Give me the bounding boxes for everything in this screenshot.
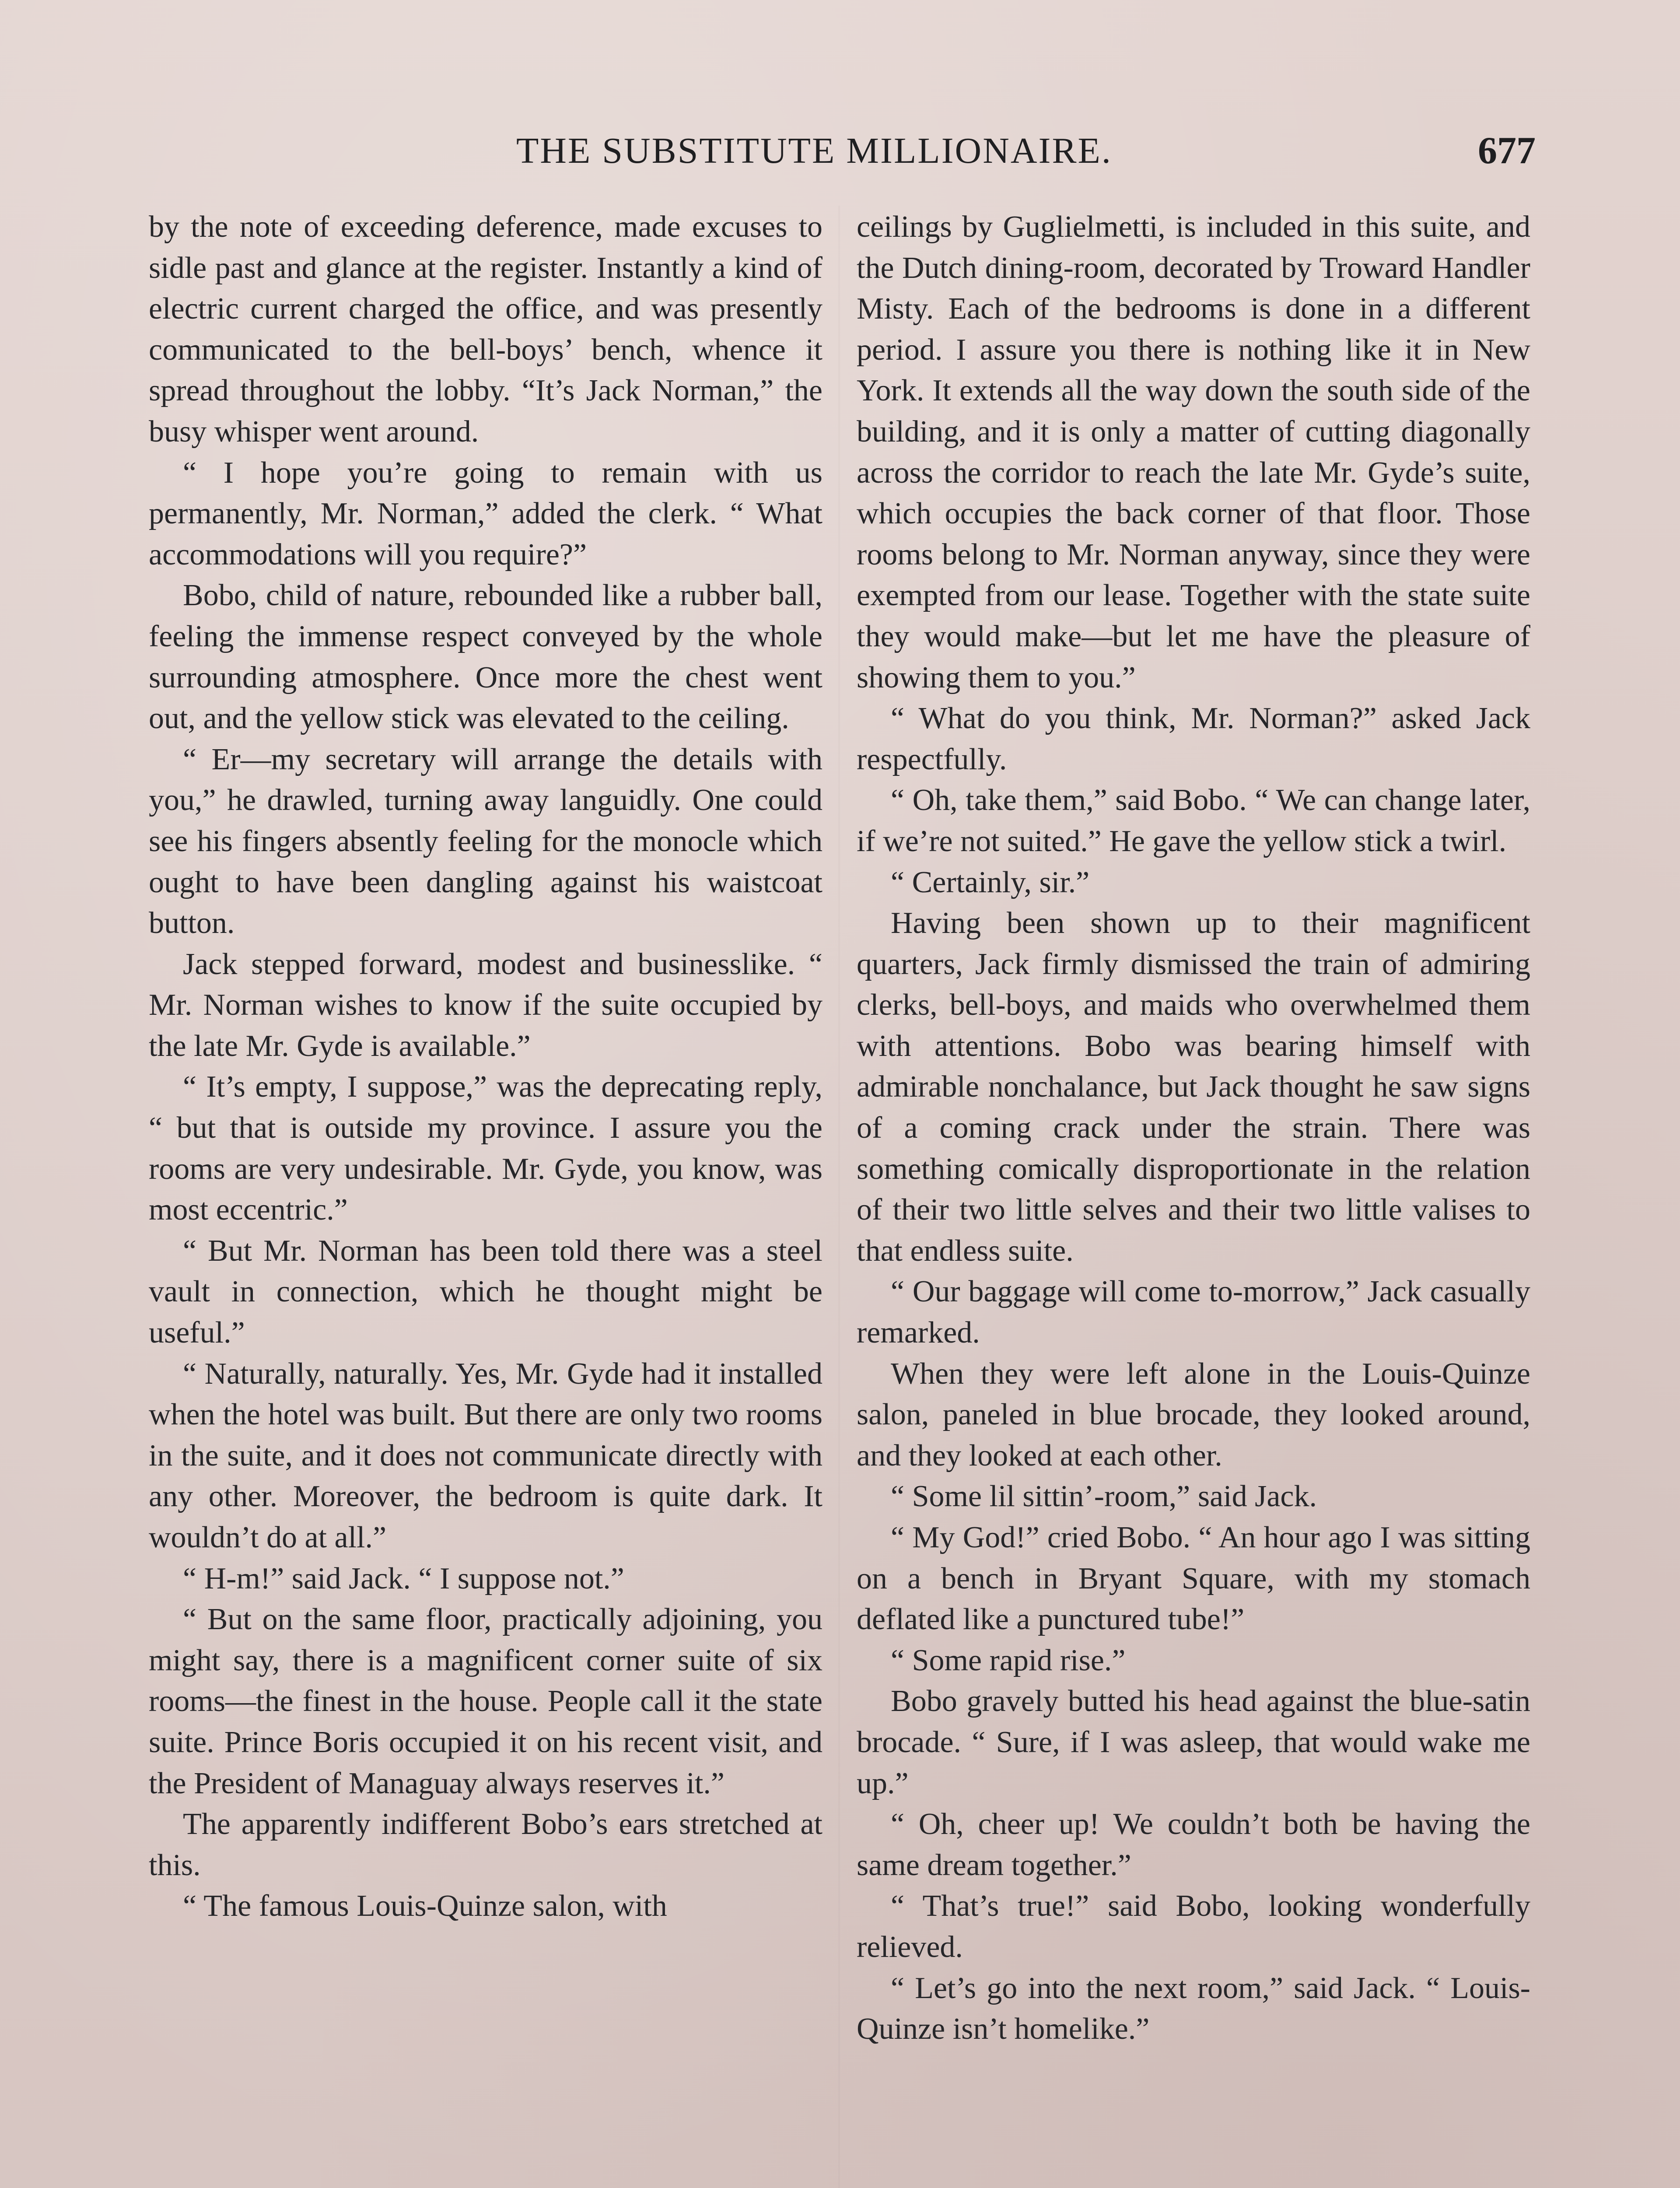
paragraph: The apparently indifferent Bobo’s ears stretched at this.	[149, 1807, 822, 1882]
paragraph: “ Some rapid rise.”	[891, 1643, 1126, 1677]
paragraph: Bobo gravely butted his head against the blue-satin brocade. “ Sure, if I was asleep, that would wake me up.”	[857, 1684, 1530, 1800]
paragraph: by the note of exceeding deference, made excuses to sidle past and glance at the register. Instantly a kind of electric current charged the office, and was presently communicated to the bell-boys’ bench, whence it spread throughout the lobby. “It’s Jack Norman,” the busy whisper went around.	[149, 210, 822, 449]
paragraph: “ Er—my secretary will arrange the details with you,” he drawled, turning away languidly. One could see his fingers absently feeling for the monocle which ought to have been dangling against his waistcoat button.	[149, 742, 822, 940]
paragraph: “ Oh, cheer up! We couldn’t both be having the same dream together.”	[857, 1807, 1530, 1882]
paragraph: When they were left alone in the Louis-Quinze salon, paneled in blue brocade, they looked around, and they looked at each other.	[857, 1357, 1530, 1473]
left-column	[149, 207, 822, 1927]
paragraph: “ But Mr. Norman has been told there was a steel vault in connection, which he thought might be useful.”	[149, 1234, 822, 1350]
paragraph: “ But on the same floor, practically adjoining, you might say, there is a magnificent corner suite of six rooms—the finest in the house. People call it the state suite. Prince Boris occupied it on his recent visit, and the President of Managuay always reserves it.”	[149, 1602, 822, 1800]
paragraph: “ Our baggage will come to-morrow,” Jack casually remarked.	[857, 1275, 1530, 1350]
paragraph: “ Let’s go into the next room,” said Jack. “ Louis-Quinze isn’t homelike.”	[857, 1971, 1530, 2046]
paragraph: “ Naturally, naturally. Yes, Mr. Gyde had it installed when the hotel was built. But there are only two rooms in the suite, and it does not communicate directly with any other. Moreover, the bedroom is quite dark. It wouldn’t do at all.”	[149, 1357, 822, 1554]
paragraph: “ H-m!” said Jack. “ I suppose not.”	[183, 1561, 624, 1595]
paragraph: “ Certainly, sir.”	[891, 865, 1090, 899]
paragraph: Jack stepped forward, modest and businesslike. “ Mr. Norman wishes to know if the suite occupied by the late Mr. Gyde is available.”	[149, 947, 822, 1063]
paragraph: “ My God!” cried Bobo. “ An hour ago I was sitting on a bench in Bryant Square, with my stomach deflated like a punctured tube!”	[857, 1521, 1530, 1637]
paragraph: “ The famous Louis-Quinze salon, with	[183, 1889, 667, 1923]
gutter-shadow	[838, 206, 840, 2188]
paragraph: “ Some lil sittin’-room,” said Jack.	[891, 1480, 1317, 1514]
page-number: 677	[1478, 130, 1536, 172]
paragraph: “ That’s true!” said Bobo, looking wonderfully relieved.	[857, 1889, 1530, 1964]
paragraph: ceilings by Guglielmetti, is included in this suite, and the Dutch dining-room, decorated by Troward Handler Misty. Each of the bedrooms is done in a different period. I assure you there is nothing like it in New York. It extends all the way down the south side of the building, and it is only a matter of cutting diagonally across the corridor to reach the late Mr. Gyde’s suite, which occupies the back corner of that floor. Those rooms belong to Mr. Norman anyway, since they were exempted from our lease. Together with the state suite they would make—but let me have the pleasure of showing them to you.”	[857, 210, 1530, 694]
right-column	[857, 207, 1530, 2050]
paragraph: “ What do you think, Mr. Norman?” asked Jack respectfully.	[857, 701, 1530, 776]
paragraph: “ It’s empty, I suppose,” was the deprecating reply, “ but that is outside my province. I assure you the rooms are very undesirable. Mr. Gyde, you know, was most eccentric.”	[149, 1070, 822, 1227]
paragraph: Bobo, child of nature, rebounded like a rubber ball, feeling the immense respect conveyed by the whole surrounding atmosphere. Once more the chest went out, and the yellow stick was elevated to the ceiling.	[149, 579, 822, 736]
running-title: THE SUBSTITUTE MILLIONAIRE.	[516, 130, 1112, 171]
paragraph: “ Oh, take them,” said Bobo. “ We can change later, if we’re not suited.” He gave the yellow stick a twirl.	[857, 783, 1530, 858]
paragraph: Having been shown up to their magnificent quarters, Jack firmly dismissed the train of admiring clerks, bell-boys, and maids who overwhelmed them with attentions. Bobo was bearing himself with admirable nonchalance, but Jack thought he saw signs of a coming crack under the strain. There was something comically disproportionate in the relation of their two little selves and their two little valises to that endless suite.	[857, 906, 1530, 1268]
paragraph: “ I hope you’re going to remain with us permanently, Mr. Norman,” added the clerk. “ What accommodations will you require?”	[149, 456, 822, 572]
running-header	[149, 127, 1536, 179]
